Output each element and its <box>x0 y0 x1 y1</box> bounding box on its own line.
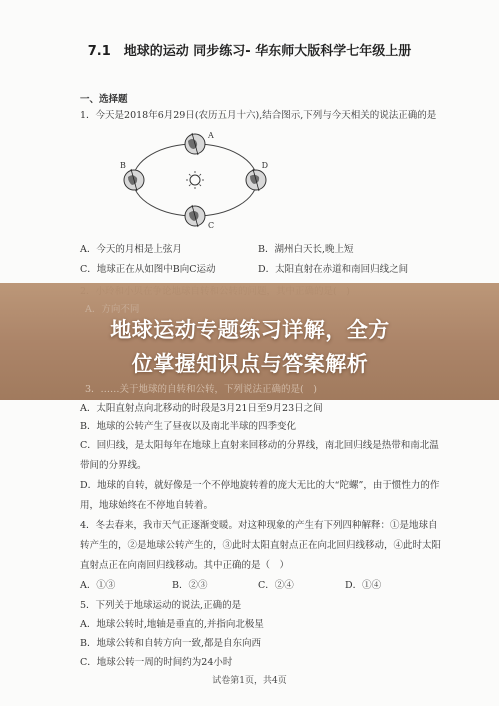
banner-headline <box>40 313 460 381</box>
q1-option-a: A．今天的月相是上弦月 <box>80 244 182 255</box>
sun-icon <box>186 171 204 189</box>
q3-option-a: A．太阳直射点向北移动的时段是3月21日至9月23日之间 <box>80 403 323 414</box>
question-5-stem: 5．下列关于地球运动的说法,正确的是 <box>80 600 242 611</box>
orbit-ellipse <box>133 144 257 216</box>
banner-line-2: 位掌握知识点与答案解析 <box>131 352 369 376</box>
earth-position-d-icon <box>246 169 266 191</box>
q5-option-b: B．地球公转和自转方向一致,都是自东向西 <box>80 638 262 649</box>
diagram-label-b: B <box>120 161 126 170</box>
earth-position-b-icon <box>124 169 144 191</box>
q1-option-d: D．太阳直射在赤道和南回归线之间 <box>258 264 409 275</box>
q3-option-b: B．地球的公转产生了昼夜以及南北半球的四季变化 <box>80 421 296 432</box>
q3-option-c-line-2: 带间的分界线。 <box>80 460 147 471</box>
question-1-stem: 1．今天是2018年6月29日(农历五月十六),结合图示,下列与今天相关的说法正确的是 <box>80 110 437 121</box>
question-4-stem-line-3: 直射点正在向南回归线移动。其中正确的是（ ） <box>80 560 290 571</box>
banner-line-1: 地球运动专题练习详解，全方 <box>110 318 390 342</box>
q5-option-c: C．地球公转一周的时间约为24小时 <box>80 657 233 668</box>
q4-option-a: A．①③ <box>80 580 116 591</box>
q5-option-a: A．地球公转时,地轴是垂直的,并指向北极星 <box>80 619 264 630</box>
section-heading: 一、选择题 <box>80 94 128 105</box>
document-title: 7.1 地球的运动 同步练习- 华东师大版科学七年级上册 <box>87 44 412 59</box>
diagram-label-d: D <box>261 161 268 170</box>
diagram-label-a: A <box>208 131 214 140</box>
earth-orbit-diagram <box>120 128 270 232</box>
question-4-stem-line-1: 4．冬去春来，我市天气正逐渐变暖。对这种现象的产生有下列四种解释：①是地球自 <box>80 520 438 531</box>
earth-position-c-icon <box>185 205 205 227</box>
earth-position-a-icon <box>185 133 205 155</box>
diagram-label-c: C <box>208 221 215 230</box>
q4-option-c: C．②④ <box>258 580 294 591</box>
q1-option-c: C．地球正在从如图中B向C运动 <box>80 264 216 275</box>
question-4-stem-line-2: 转产生的，②是地球公转产生的，③此时太阳直射点正在向北回归线移动，④此时太阳 <box>80 540 442 551</box>
q4-option-d: D．①④ <box>345 580 382 591</box>
q2-option-a-partial: A．方向不同 <box>85 304 140 315</box>
q1-option-b: B．湖州白天长,晚上短 <box>258 244 354 255</box>
q3-option-c-line-1: C．回归线，是太阳每年在地球上直射来回移动的分界线，南北回归线是热带和南北温 <box>80 440 439 451</box>
question-3-partial-stem: 3．……关于地球的自转和公转，下列说法正确的是( ) <box>85 384 317 395</box>
q3-option-d-line-2: 用，地球始终在不停地自转着。 <box>80 500 214 511</box>
page-footer: 试卷第1页，共4页 <box>212 676 287 686</box>
q3-option-d-line-1: D．地球的自转，就好像是一个不停地旋转着的庞大无比的大“陀螺”，由于惯性力的作 <box>80 480 440 491</box>
q4-option-b: B．②③ <box>172 580 208 591</box>
